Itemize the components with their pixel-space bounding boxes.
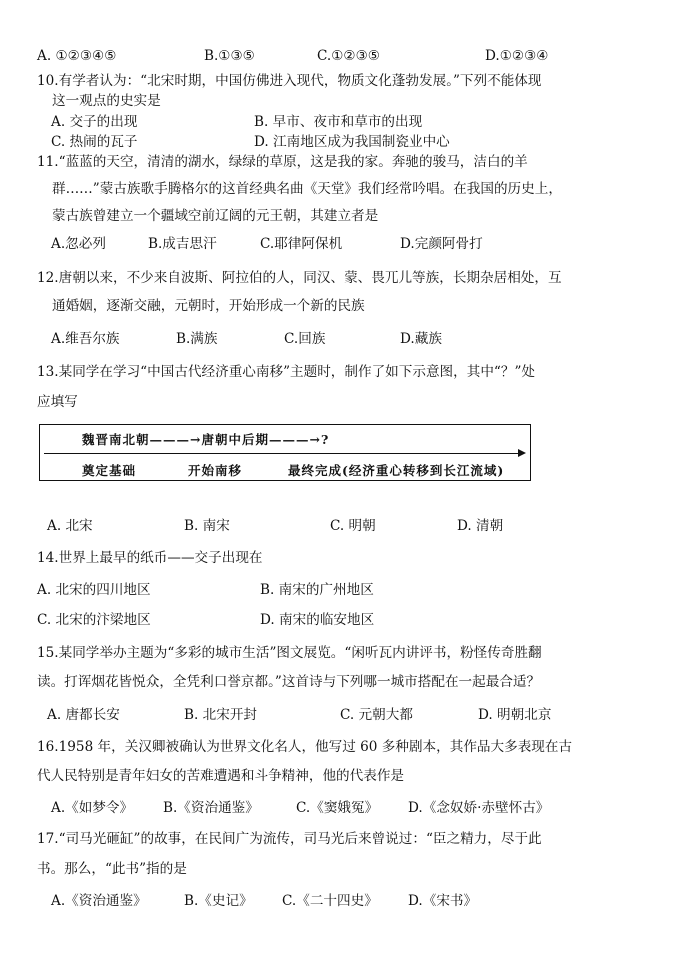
option-c: C.《二十四史》 xyxy=(282,893,378,909)
diagram-stage-2: 开始南移 xyxy=(188,463,243,478)
economic-center-diagram xyxy=(39,424,531,481)
option-a: A.忽必列 xyxy=(51,236,106,252)
question-11-stem-line1: 11.“蓝蓝的天空，清清的湖水，绿绿的草原，这是我的家。奔驰的骏马，洁白的羊 xyxy=(37,154,528,170)
question-13-stem-line1: 13.某同学在学习“中国古代经济重心南移”主题时，制作了如下示意图，其中“？”处 xyxy=(37,364,536,380)
option-a: A.《如梦令》 xyxy=(51,800,134,816)
question-10-stem-line1: 10.有学者认为：“北宋时期，中国仿佛进入现代，物质文化蓬勃发展。”下列不能体现 xyxy=(37,73,542,89)
question-11-stem-line3: 蒙古族曾建立一个疆域空前辽阔的元王朝，其建立者是 xyxy=(52,208,379,224)
option-b: B.成吉思汗 xyxy=(148,236,217,252)
option-a: A. 北宋的四川地区 xyxy=(37,582,151,598)
question-12-stem-line2: 通婚姻，逐渐交融，元朝时，开始形成一个新的民族 xyxy=(52,298,365,314)
option-a: A. 北宋 xyxy=(47,518,93,534)
question-16-stem-line2: 代人民特别是青年妇女的苦难遭遇和斗争精神，他的代表作是 xyxy=(37,768,405,784)
question-13-stem-line2: 应填写 xyxy=(37,394,78,410)
option-a: A. 唐都长安 xyxy=(47,707,120,723)
option-c: C. 明朝 xyxy=(330,518,376,534)
option-c: C.回族 xyxy=(284,331,326,347)
option-b: B.①③⑤ xyxy=(204,48,255,64)
question-12-stem-line1: 12.唐朝以来，不少来自波斯、阿拉伯的人，同汉、蒙、畏兀儿等族，长期杂居相处，互 xyxy=(37,270,562,286)
question-11-stem-line2: 群……”蒙古族歌手腾格尔的这首经典名曲《天堂》我们经常吟唱。在我国的历史上， xyxy=(52,181,562,197)
question-17-stem-line1: 17.“司马光砸缸”的故事，在民间广为流传，司马光后来曾说过：“臣之精力，尽于此 xyxy=(37,831,542,847)
option-c: C.①②③⑤ xyxy=(317,48,380,64)
diagram-axis-line xyxy=(44,453,522,454)
option-d: D. 明朝北京 xyxy=(478,707,552,723)
option-c: C.耶律阿保机 xyxy=(260,236,343,252)
option-d: D. 江南地区成为我国制瓷业中心 xyxy=(254,134,450,150)
option-d: D.《宋书》 xyxy=(408,893,478,909)
option-b: B.《资治通鉴》 xyxy=(163,800,259,816)
option-b: B. 南宋 xyxy=(184,518,230,534)
option-b: B.《史记》 xyxy=(184,893,253,909)
option-d: D.藏族 xyxy=(400,331,442,347)
question-14-stem-line1: 14.世界上最早的纸币——交子出现在 xyxy=(37,550,263,566)
option-d: D. 清朝 xyxy=(457,518,504,534)
option-b: B. 北宋开封 xyxy=(184,707,258,723)
diagram-stage-3: 最终完成(经济重心转移到长江流域) xyxy=(288,463,505,478)
option-b: B. 南宋的广州地区 xyxy=(260,582,374,598)
option-a: A. ①②③④⑤ xyxy=(37,48,117,64)
option-a: A.《资治通鉴》 xyxy=(51,893,147,909)
arrow-right-icon xyxy=(518,449,526,457)
diagram-timeline-labels: 魏晋南北朝———→唐朝中后期———→? xyxy=(82,432,330,447)
question-15-stem-line1: 15.某同学举办主题为“多彩的城市生活”图文展览。“闲听瓦内讲评书，粉怪传奇胜翻 xyxy=(37,645,542,661)
question-10-stem-line2: 这一观点的史实是 xyxy=(52,93,161,109)
option-d: D.完颜阿骨打 xyxy=(400,236,483,252)
option-a: A.维吾尔族 xyxy=(51,331,120,347)
option-d: D. 南宋的临安地区 xyxy=(260,612,375,628)
option-c: C. 元朝大都 xyxy=(340,707,413,723)
option-d: D.《念奴娇·赤壁怀古》 xyxy=(408,800,550,816)
option-a: A. 交子的出现 xyxy=(51,114,138,130)
option-b: B.满族 xyxy=(176,331,218,347)
question-17-stem-line2: 书。那么，“此书”指的是 xyxy=(37,861,187,877)
question-15-stem-line2: 读。打诨烟花皆悦众，全凭利口誉京都。”这首诗与下列哪一城市搭配在一起最合适？ xyxy=(37,674,541,690)
option-c: C.《窦娥冤》 xyxy=(296,800,379,816)
option-b: B. 早市、夜市和草市的出现 xyxy=(254,114,423,130)
option-d: D.①②③④ xyxy=(485,48,549,64)
option-c: C. 北宋的汴梁地区 xyxy=(37,612,151,628)
diagram-stage-1: 奠定基础 xyxy=(82,463,137,478)
option-c: C. 热闹的瓦子 xyxy=(51,134,138,150)
question-16-stem-line1: 16.1958 年，关汉卿被确认为世界文化名人，他写过 60 多种剧本，其作品大多表现在古 xyxy=(37,739,573,755)
